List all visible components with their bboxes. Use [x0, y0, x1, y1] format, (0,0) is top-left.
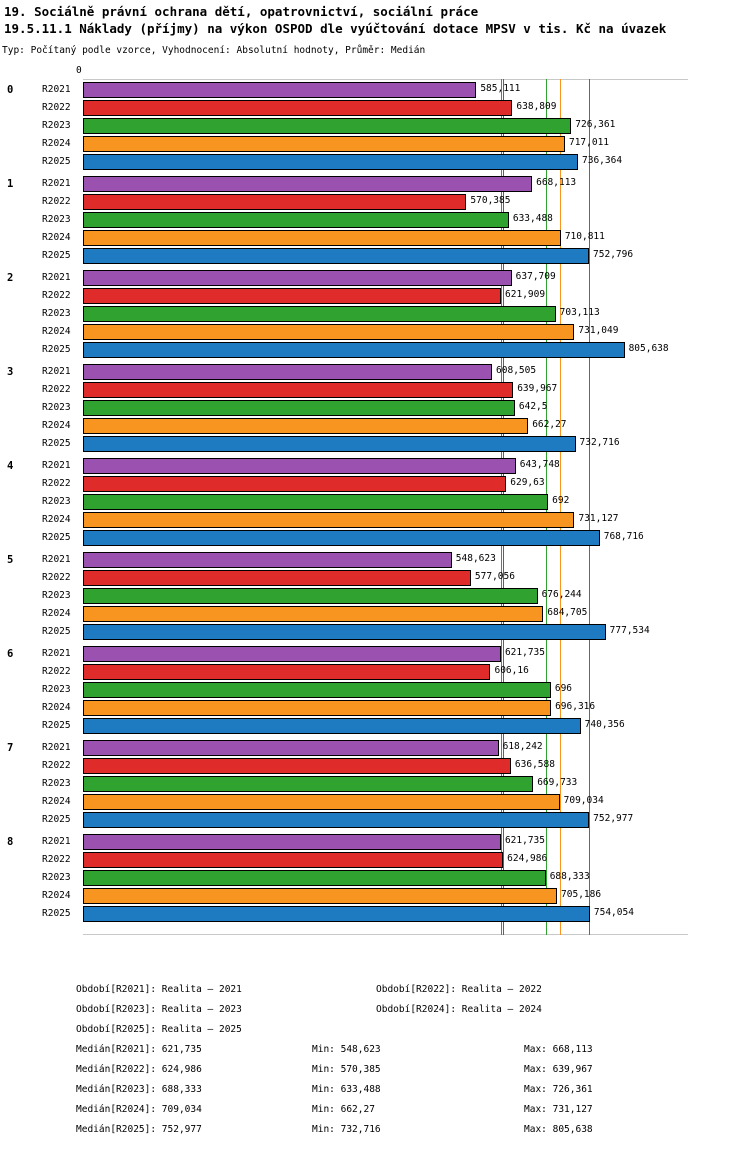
bar-row — [42, 869, 688, 887]
bar[interactable] — [83, 852, 503, 868]
bar-row — [42, 193, 688, 211]
bar-row — [42, 305, 688, 323]
legend-periods — [0, 984, 750, 1044]
bar-row — [42, 699, 688, 717]
bar-group-label: 0 — [7, 84, 14, 96]
bar-row-label: R2025 — [42, 720, 71, 731]
bar-row-label: R2021 — [42, 742, 71, 753]
bar[interactable] — [83, 82, 476, 98]
bar-value-label: 717,011 — [568, 137, 610, 148]
bar-row-label: R2021 — [42, 554, 71, 565]
bar-value-label: 752,977 — [593, 813, 634, 824]
bar-row-label: R2025 — [42, 532, 71, 543]
bar-value-label: 669,733 — [537, 777, 578, 788]
legend-period-row — [0, 1004, 750, 1024]
bar-row-label: R2023 — [42, 214, 71, 225]
bar-row-label: R2021 — [42, 366, 71, 377]
stat-median: Medián[R2023]: 688,333 — [76, 1084, 202, 1095]
bar-value-label: 768,716 — [603, 531, 644, 542]
bar[interactable] — [83, 570, 471, 586]
bar-row-label: R2025 — [42, 250, 71, 261]
bar-value-label: 731,127 — [578, 513, 619, 524]
bar[interactable] — [83, 176, 532, 192]
bar-row — [42, 811, 688, 829]
bar-value-label: 606,16 — [494, 665, 529, 676]
bar-value-label: 639,967 — [517, 383, 558, 394]
bar-row — [42, 905, 688, 923]
legend-stat-row — [0, 1124, 750, 1144]
bar-value-label: 621,735 — [504, 647, 545, 658]
bar-group-label: 5 — [7, 554, 14, 566]
bar-row — [42, 587, 688, 605]
legend-period-label: Období[R2022]: Realita – 2022 — [376, 984, 542, 995]
bar[interactable] — [83, 248, 589, 264]
bar[interactable] — [83, 306, 556, 322]
bar-row — [42, 833, 688, 851]
bar-row-label: R2023 — [42, 684, 71, 695]
chart-legend — [0, 984, 750, 1144]
bar-value-label: 731,049 — [578, 325, 619, 336]
bar-row — [42, 887, 688, 905]
bar[interactable] — [83, 118, 571, 134]
bar-row-label: R2021 — [42, 178, 71, 189]
bar[interactable] — [83, 682, 551, 698]
bar[interactable] — [83, 212, 509, 228]
stat-median: Medián[R2024]: 709,034 — [76, 1104, 202, 1115]
bar-row-label: R2024 — [42, 702, 71, 713]
bar-value-label: 629,63 — [510, 477, 545, 488]
bar-group — [7, 833, 688, 923]
bar-value-label: 585,111 — [480, 83, 521, 94]
stat-median: Medián[R2022]: 624,986 — [76, 1064, 202, 1075]
bar-value-label: 726,361 — [575, 119, 616, 130]
bar-row — [42, 457, 688, 475]
bar[interactable] — [83, 136, 565, 152]
bar[interactable] — [83, 588, 538, 604]
bar[interactable] — [83, 888, 557, 904]
bar-group-label: 6 — [7, 648, 14, 660]
title-line-1: 19. Sociálně právní ochrana dětí, opatrovnictví, sociální práce — [4, 4, 479, 19]
bar-row — [42, 287, 688, 305]
bar-value-label: 636,588 — [514, 759, 555, 770]
chart-title-block — [0, 0, 750, 37]
bar[interactable] — [83, 342, 625, 358]
bar-value-label: 642,5 — [518, 401, 548, 412]
stat-median: Medián[R2021]: 621,735 — [76, 1044, 202, 1055]
bar-row-label: R2024 — [42, 796, 71, 807]
bar-row — [42, 417, 688, 435]
bar[interactable] — [83, 494, 548, 510]
bar-value-label: 621,909 — [505, 289, 546, 300]
bar-row — [42, 569, 688, 587]
stat-min: Min: 633,488 — [312, 1084, 381, 1095]
chart-subtitle: Typ: Počítaný podle vzorce, Vyhodnocení: Absolutní hodnoty, Průměr: Medián — [2, 45, 426, 56]
legend-stat-row — [0, 1084, 750, 1104]
bar-group — [7, 269, 688, 359]
legend-period-label: Období[R2021]: Realita – 2021 — [76, 984, 242, 995]
bar-value-label: 688,333 — [549, 871, 590, 882]
bar-row — [42, 175, 688, 193]
bar-row — [42, 363, 688, 381]
bar[interactable] — [83, 870, 546, 886]
legend-stats — [0, 1044, 750, 1144]
bar-group-label: 7 — [7, 742, 14, 754]
bar-group-label: 2 — [7, 272, 14, 284]
chart-area — [0, 65, 750, 943]
bar-row — [42, 739, 688, 757]
stat-min: Min: 732,716 — [312, 1124, 381, 1135]
bar-row — [42, 511, 688, 529]
legend-period-label: Období[R2025]: Realita – 2025 — [76, 1024, 242, 1035]
bar-row-label: R2024 — [42, 232, 71, 243]
bar-group — [7, 645, 688, 735]
bar-row-label: R2023 — [42, 590, 71, 601]
bar-value-label: 692 — [552, 495, 570, 506]
bar-value-label: 732,716 — [579, 437, 620, 448]
bar-row-label: R2022 — [42, 196, 71, 207]
bar-value-label: 709,034 — [563, 795, 604, 806]
bar-value-label: 676,244 — [541, 589, 582, 600]
stat-min: Min: 570,385 — [312, 1064, 381, 1075]
legend-period-label: Období[R2024]: Realita – 2024 — [376, 1004, 542, 1015]
bar-row-label: R2022 — [42, 760, 71, 771]
bar-value-label: 696,316 — [555, 701, 596, 712]
stat-max: Max: 805,638 — [524, 1124, 593, 1135]
stat-min: Min: 548,623 — [312, 1044, 381, 1055]
bar[interactable] — [83, 776, 533, 792]
bar-value-label: 696 — [554, 683, 573, 694]
stat-min: Min: 662,27 — [312, 1104, 375, 1115]
bar-value-label: 638,809 — [516, 101, 557, 112]
bar-row-label: R2021 — [42, 460, 71, 471]
bar-group — [7, 457, 688, 547]
legend-period-label: Období[R2023]: Realita – 2023 — [76, 1004, 242, 1015]
bar-row — [42, 229, 688, 247]
bar-row-label: R2025 — [42, 438, 71, 449]
bar-row-label: R2022 — [42, 572, 71, 583]
bar[interactable] — [83, 512, 574, 528]
bar[interactable] — [83, 718, 581, 734]
bar-group — [7, 175, 688, 265]
bar-row-label: R2024 — [42, 514, 71, 525]
bar-value-label: 754,054 — [593, 907, 634, 918]
bar-row-label: R2021 — [42, 648, 71, 659]
bar-row — [42, 435, 688, 453]
bar[interactable] — [83, 530, 600, 546]
bar-plot — [7, 79, 688, 935]
bar-value-label: 703,113 — [559, 307, 600, 318]
bar-row — [42, 323, 688, 341]
legend-period-row — [0, 1024, 750, 1044]
bar-row-label: R2024 — [42, 138, 71, 149]
bar-row — [42, 793, 688, 811]
bar-row-label: R2023 — [42, 778, 71, 789]
bar[interactable] — [83, 270, 512, 286]
bar-value-label: 633,488 — [512, 213, 553, 224]
bar-row — [42, 153, 688, 171]
bar-row-label: R2023 — [42, 496, 71, 507]
bar[interactable] — [83, 288, 501, 304]
bar-row — [42, 551, 688, 569]
bar-group — [7, 81, 688, 171]
bar[interactable] — [83, 624, 606, 640]
bar-row — [42, 623, 688, 641]
bar-row-label: R2023 — [42, 308, 71, 319]
bar-row-label: R2025 — [42, 908, 71, 919]
bar-value-label: 570,385 — [470, 195, 511, 206]
bar-group — [7, 551, 688, 641]
bar-row-label: R2021 — [42, 272, 71, 283]
bar-row-label: R2021 — [42, 84, 71, 95]
bar-row-label: R2022 — [42, 478, 71, 489]
bar-value-label: 608,505 — [496, 365, 537, 376]
bar[interactable] — [83, 740, 499, 756]
bar[interactable] — [83, 382, 513, 398]
bar-row — [42, 851, 688, 869]
bar[interactable] — [83, 664, 490, 680]
bar[interactable] — [83, 400, 515, 416]
bar-group-label: 4 — [7, 460, 14, 472]
bar-value-label: 668,113 — [536, 177, 577, 188]
bar[interactable] — [83, 230, 561, 246]
bar[interactable] — [83, 364, 492, 380]
bar-value-label: 736,364 — [582, 155, 623, 166]
stat-max: Max: 731,127 — [524, 1104, 593, 1115]
bar[interactable] — [83, 700, 551, 716]
bar[interactable] — [83, 324, 574, 340]
legend-period-row — [0, 984, 750, 1004]
bar[interactable] — [83, 436, 576, 452]
bar-value-label: 548,623 — [455, 553, 496, 564]
bar-row-label: R2022 — [42, 666, 71, 677]
bar-row — [42, 269, 688, 287]
bar[interactable] — [83, 476, 506, 492]
bar[interactable] — [83, 458, 516, 474]
bar-row-label: R2022 — [42, 854, 71, 865]
bar-value-label: 618,242 — [502, 741, 543, 752]
bar[interactable] — [83, 906, 590, 922]
bar[interactable] — [83, 418, 528, 434]
bar-row — [42, 475, 688, 493]
bar-row — [42, 645, 688, 663]
bar[interactable] — [83, 812, 589, 828]
bar-group — [7, 363, 688, 453]
bar[interactable] — [83, 606, 543, 622]
bar-value-label: 805,638 — [628, 343, 669, 354]
bar-row — [42, 529, 688, 547]
legend-stat-row — [0, 1104, 750, 1124]
bar-row-label: R2022 — [42, 384, 71, 395]
bar-row-label: R2023 — [42, 120, 71, 131]
bar[interactable] — [83, 794, 560, 810]
bar-row-label: R2025 — [42, 344, 71, 355]
bar-row — [42, 81, 688, 99]
bar-value-label: 740,356 — [584, 719, 625, 730]
bar-group — [7, 739, 688, 829]
stat-median: Medián[R2025]: 752,977 — [76, 1124, 202, 1135]
bar-value-label: 777,534 — [609, 625, 650, 636]
bar-value-label: 710,811 — [564, 231, 605, 242]
bar-row — [42, 211, 688, 229]
bar-row-label: R2025 — [42, 814, 71, 825]
bar-row-label: R2024 — [42, 420, 71, 431]
bar-row — [42, 681, 688, 699]
bar-row — [42, 381, 688, 399]
bar[interactable] — [83, 154, 578, 170]
bar-row — [42, 663, 688, 681]
stat-max: Max: 726,361 — [524, 1084, 593, 1095]
legend-stat-row — [0, 1064, 750, 1084]
bar-row — [42, 117, 688, 135]
legend-stat-row — [0, 1044, 750, 1064]
bar[interactable] — [83, 100, 512, 116]
bar-value-label: 637,709 — [515, 271, 556, 282]
title-line-2: 19.5.11.1 Náklady (příjmy) na výkon OSPOD dle vyúčtování dotace MPSV v tis. Kč na úvazek — [4, 21, 667, 36]
bar-row — [42, 341, 688, 359]
bar-value-label: 577,056 — [474, 571, 515, 582]
bar[interactable] — [83, 194, 466, 210]
bar-row-label: R2021 — [42, 836, 71, 847]
stat-max: Max: 668,113 — [524, 1044, 593, 1055]
bar-row — [42, 135, 688, 153]
bar-group-label: 3 — [7, 366, 14, 378]
bar-row — [42, 775, 688, 793]
bar-value-label: 621,735 — [504, 835, 545, 846]
bar-value-label: 684,705 — [547, 607, 588, 618]
bar[interactable] — [83, 552, 452, 568]
bar-row-label: R2022 — [42, 290, 71, 301]
axis-tick-zero: 0 — [76, 65, 82, 76]
bar-row — [42, 757, 688, 775]
bar-value-label: 624,986 — [507, 853, 548, 864]
bar-row-label: R2023 — [42, 872, 71, 883]
bar-row-label: R2022 — [42, 102, 71, 113]
bar-group-label: 8 — [7, 836, 14, 848]
bar-row — [42, 247, 688, 265]
bar-row-label: R2025 — [42, 156, 71, 167]
bar[interactable] — [83, 758, 511, 774]
bar-row-label: R2024 — [42, 608, 71, 619]
bar-row-label: R2025 — [42, 626, 71, 637]
stat-max: Max: 639,967 — [524, 1064, 593, 1075]
bar-row — [42, 717, 688, 735]
bar-row — [42, 493, 688, 511]
bar-value-label: 752,796 — [593, 249, 634, 260]
bar-row — [42, 399, 688, 417]
bar-group-label: 1 — [7, 178, 14, 190]
bar-row-label: R2024 — [42, 890, 71, 901]
bar-row — [42, 605, 688, 623]
bar-row-label: R2024 — [42, 326, 71, 337]
bar[interactable] — [83, 834, 501, 850]
bar-row-label: R2023 — [42, 402, 71, 413]
bar-value-label: 662,27 — [532, 419, 567, 430]
bar-value-label: 705,186 — [561, 889, 602, 900]
bar[interactable] — [83, 646, 501, 662]
bar-value-label: 643,748 — [519, 459, 560, 470]
bar-row — [42, 99, 688, 117]
